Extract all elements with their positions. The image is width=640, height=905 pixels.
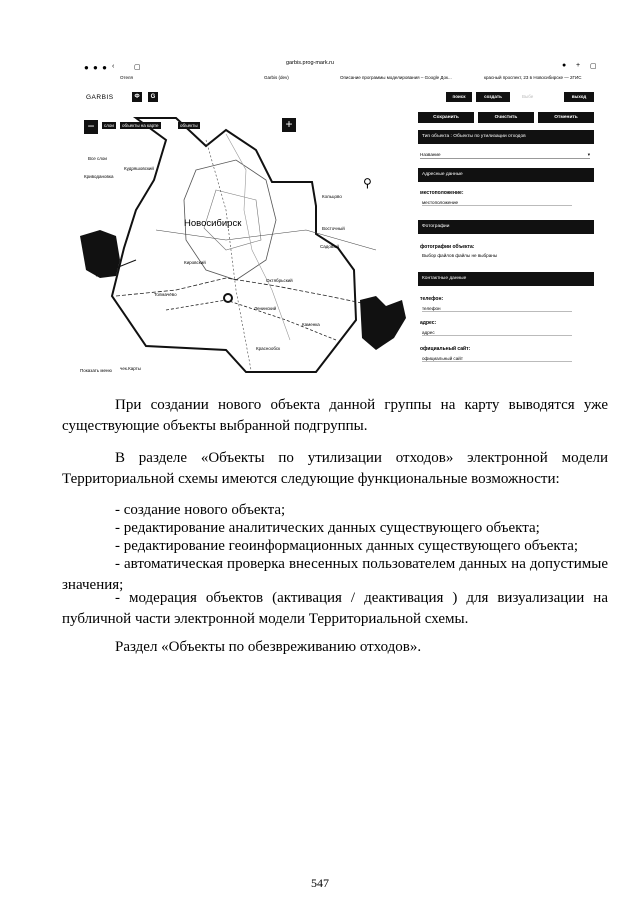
bookmark[interactable]: красный проспект, 23 в Новосибирске — 2ГИС bbox=[484, 75, 582, 80]
list-item: - создание нового объекта; bbox=[115, 502, 286, 518]
map-label: Толмачёво bbox=[154, 292, 177, 297]
logout-button[interactable]: выход bbox=[564, 92, 594, 102]
map-footer: чек.Карты bbox=[120, 366, 141, 371]
layer-button[interactable]: объекты на карте bbox=[122, 123, 159, 128]
name-select-label: Название bbox=[420, 152, 441, 157]
list-item: - автоматическая проверка внесенных пользователем данных на допустимые значения; bbox=[62, 556, 608, 593]
browser-toolbar bbox=[76, 54, 602, 86]
faint-label: Выбе bbox=[522, 94, 534, 99]
zoom-out-button[interactable]: − bbox=[84, 120, 98, 134]
search-button[interactable]: поиск bbox=[446, 92, 472, 102]
map-label: Каменка bbox=[302, 322, 320, 327]
map-pin-icon[interactable]: ⚲ bbox=[363, 176, 372, 190]
paragraph-section-features: В разделе «Объекты по утилизации отходов» электронной модели Территориальной схемы имеются следующие функциональные возможности: bbox=[62, 450, 608, 487]
phone-label: телефон: bbox=[420, 296, 444, 302]
location-field[interactable]: местоположение bbox=[422, 200, 572, 206]
location-label: местоположение: bbox=[420, 190, 464, 196]
window-controls[interactable]: ● ● ● bbox=[84, 63, 108, 72]
layer-button[interactable]: слои bbox=[104, 123, 114, 128]
map-footer[interactable]: Показать меню bbox=[80, 368, 112, 373]
back-icon[interactable]: ‹ bbox=[112, 63, 115, 70]
address-field[interactable]: адрес bbox=[422, 330, 572, 336]
map-label: Октябрьский bbox=[266, 278, 293, 283]
map-label: Ленинский bbox=[254, 306, 277, 311]
map-label: Кольцово bbox=[322, 194, 342, 199]
bookmark[interactable]: Описание программы моделирования – Google Док... bbox=[340, 75, 452, 80]
tabs-icon[interactable]: + bbox=[576, 62, 581, 69]
bookmark[interactable]: Garbis (dev) bbox=[264, 75, 289, 80]
map-label: Краснообск bbox=[256, 346, 281, 351]
map-label: Кудряшовский bbox=[124, 166, 154, 171]
layers-caption[interactable]: Все слои bbox=[88, 156, 107, 161]
phone-field[interactable]: телефон bbox=[422, 306, 572, 312]
name-select[interactable] bbox=[420, 152, 590, 159]
list-item: - редактирование аналитических данных существующего объекта; bbox=[115, 520, 540, 536]
save-button[interactable]: Сохранить bbox=[418, 112, 474, 123]
zoom-in-button[interactable]: + bbox=[282, 118, 296, 132]
app-header bbox=[76, 90, 602, 106]
photo-label: фотографии объекта: bbox=[420, 244, 475, 250]
lang-button[interactable]: G bbox=[148, 92, 158, 102]
page-number: 547 bbox=[311, 876, 329, 890]
map-geometry bbox=[76, 110, 416, 378]
clear-button[interactable]: Очистить bbox=[478, 112, 534, 123]
map-label: Восточный bbox=[322, 226, 345, 231]
site-label: официальный сайт: bbox=[420, 346, 471, 352]
list-item: - редактирование геоинформационных данных существующего объекта; bbox=[115, 538, 579, 554]
create-button[interactable]: создать bbox=[476, 92, 510, 102]
map-label: Кировский bbox=[184, 260, 206, 265]
cancel-button[interactable]: Отменить bbox=[538, 112, 594, 123]
paragraph-next-section: Раздел «Объекты по обезвреживанию отходов». bbox=[115, 639, 422, 655]
map-label: Криводановка bbox=[84, 174, 114, 179]
site-field[interactable]: официальный сайт bbox=[422, 356, 572, 362]
object-form-panel bbox=[416, 110, 602, 378]
layer-button[interactable]: объекты bbox=[180, 123, 198, 128]
address-label: адрес: bbox=[420, 320, 437, 326]
lang-button[interactable]: Ф bbox=[132, 92, 142, 102]
map-label: Садовый bbox=[320, 244, 340, 249]
chevron-down-icon[interactable]: ▾ bbox=[587, 152, 590, 157]
map-view[interactable] bbox=[76, 110, 416, 378]
app-logo: GARBIS bbox=[86, 94, 114, 101]
section-address[interactable]: Адресные данные bbox=[418, 168, 594, 182]
copy-icon[interactable]: ▢ bbox=[590, 63, 597, 70]
share-icon[interactable]: ● bbox=[562, 62, 567, 69]
section-contacts[interactable]: Контактные данные bbox=[418, 272, 594, 286]
section-photos[interactable]: Фотографии bbox=[418, 220, 594, 234]
embedded-screenshot bbox=[76, 54, 602, 378]
city-label: Новосибирск bbox=[184, 218, 242, 229]
bookmark[interactable]: Отеля bbox=[120, 75, 133, 80]
address-bar[interactable]: garbis.prog-mark.ru bbox=[286, 60, 334, 66]
sidebar-icon[interactable]: ▢ bbox=[134, 64, 141, 71]
photo-file-input[interactable]: Выбор файлов файлы не выбраны bbox=[422, 253, 498, 258]
object-type-header: Тип объекта : Объекты по утилизации отходов bbox=[418, 130, 594, 144]
list-item: - модерация объектов (активация / деактивация ) для визуализации на публичной части электронной модели Территориальной схемы. bbox=[62, 590, 608, 627]
paragraph-existing-objects: При создании нового объекта данной группы на карту выводятся уже существующие объекты выбранной подгруппы. bbox=[62, 397, 608, 434]
